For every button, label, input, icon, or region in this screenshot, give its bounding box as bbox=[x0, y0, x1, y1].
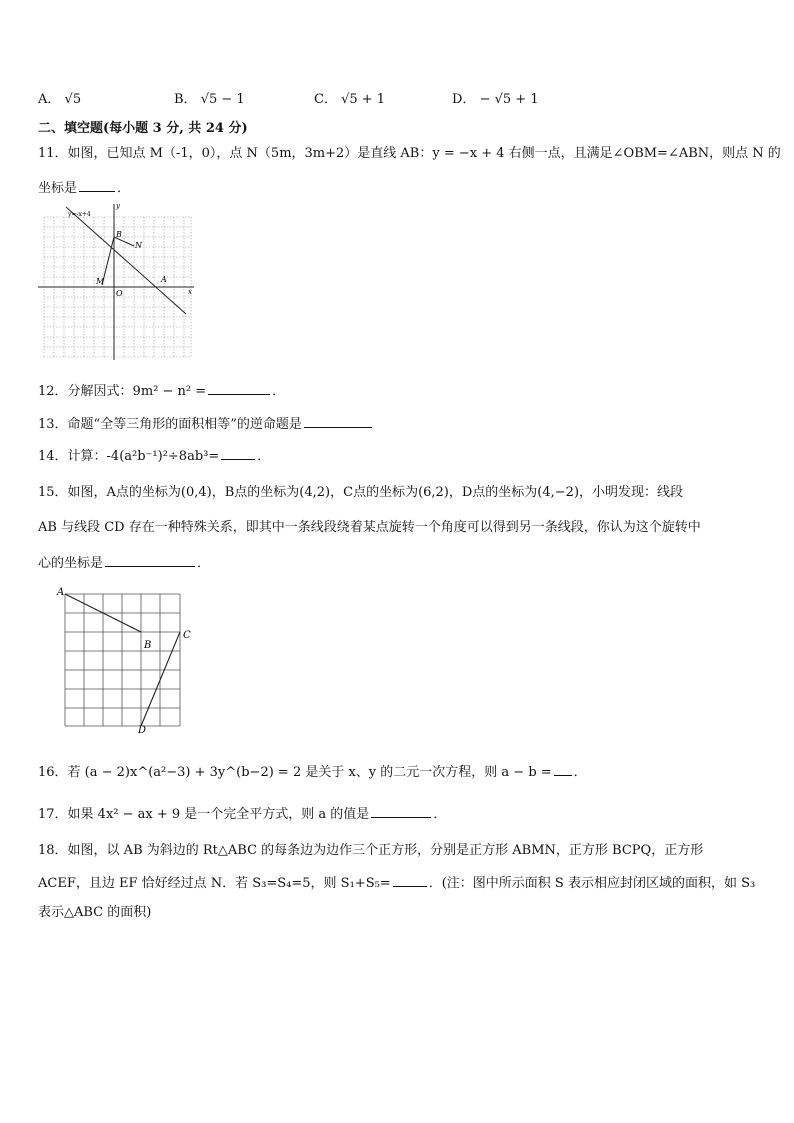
q13-answer-blank[interactable] bbox=[304, 414, 372, 428]
q18-answer-blank[interactable] bbox=[393, 873, 427, 887]
q11-line1: 11．如图，已知点 M（-1，0），点 N（5m，3m+2）是直线 AB：y = −x + 4 右侧一点，且满足∠OBM=∠ABN，则点 N 的 bbox=[38, 146, 781, 161]
q15-end: ． bbox=[197, 556, 211, 571]
q18-line3: 表示△ABC 的面积) bbox=[38, 905, 152, 920]
q16-answer-blank[interactable] bbox=[554, 762, 572, 776]
q12 bbox=[38, 381, 285, 401]
q17-prompt: 17．如果 4x² − ax + 9 是一个完全平方式，则 a 的值是 bbox=[38, 807, 370, 822]
q14 bbox=[38, 446, 270, 466]
label-d: D bbox=[138, 725, 147, 734]
option-c-expr: √5 + 1 bbox=[341, 92, 386, 107]
option-a bbox=[38, 88, 81, 107]
q18-line2 bbox=[38, 873, 755, 893]
label-c: C bbox=[183, 630, 191, 641]
q18-line1: 18．如图，以 AB 为斜边的 Rt△ABC 的每条边为边作三个正方形，分别是正方形 ABMN，正方形 BCPQ，正方形 bbox=[38, 843, 704, 858]
q12-prompt: 12．分解因式：9m² − n² = bbox=[38, 384, 207, 399]
q17 bbox=[38, 804, 446, 824]
q17-end: ． bbox=[433, 807, 447, 822]
q17-answer-blank[interactable] bbox=[371, 804, 431, 818]
option-b-expr: √5 − 1 bbox=[200, 92, 245, 107]
q15-line3 bbox=[38, 553, 210, 573]
q12-end: ． bbox=[272, 384, 286, 399]
q14-answer-blank[interactable] bbox=[221, 446, 255, 460]
q13 bbox=[38, 414, 374, 434]
q13-prompt: 13．命题“全等三角形的面积相等”的逆命题是 bbox=[38, 417, 302, 432]
q18-prompt: ACEF，且边 EF 恰好经过点 N．若 S₃=S₄=5，则 S₁+S₅= bbox=[38, 876, 391, 891]
option-b bbox=[174, 88, 245, 107]
option-d bbox=[452, 88, 539, 107]
option-d-letter: D． bbox=[452, 92, 476, 107]
line-label: y=-x+4 bbox=[68, 211, 91, 218]
q11-line2 bbox=[38, 178, 130, 198]
q12-answer-blank[interactable] bbox=[208, 381, 270, 395]
label-a: A bbox=[161, 275, 167, 284]
option-c-letter: C． bbox=[314, 92, 337, 107]
q11-figure bbox=[36, 202, 196, 362]
label-x: x bbox=[188, 288, 192, 296]
q15-figure bbox=[56, 586, 206, 734]
q15-line1: 15．如图，A点的坐标为(0,4)，B点的坐标为(4,2)，C点的坐标为(6,2)，D点的坐标为(4,−2)，小明发现：线段 bbox=[38, 485, 684, 500]
option-a-expr: √5 bbox=[64, 92, 82, 107]
q15-line2: AB 与线段 CD 存在一种特殊关系，即其中一条线段绕着某点旋转一个角度可以得到另一条线段，你认为这个旋转中 bbox=[38, 520, 701, 535]
q14-prompt: 14．计算：-4(a²b⁻¹)²÷8ab³= bbox=[38, 449, 220, 464]
q15-answer-blank[interactable] bbox=[105, 553, 195, 567]
q18-note: ．(注：图中所示面积 S 表示相应封闭区域的面积，如 S₃ bbox=[428, 876, 756, 891]
label-n: N bbox=[135, 241, 142, 250]
q16 bbox=[38, 762, 587, 782]
q11-prompt: 坐标是 bbox=[38, 181, 78, 196]
label-a: A bbox=[57, 587, 65, 598]
label-y: y bbox=[116, 202, 120, 210]
q11-answer-blank[interactable] bbox=[79, 178, 115, 192]
option-d-expr: − √5 + 1 bbox=[479, 92, 539, 107]
option-a-letter: A． bbox=[38, 92, 61, 107]
q16-prompt: 16．若 (a − 2)x^(a²−3) + 3y^(b−2) = 2 是关于 x、y 的二元一次方程，则 a − b = bbox=[38, 765, 552, 780]
q11-end: ． bbox=[117, 181, 131, 196]
q16-end: ． bbox=[573, 765, 587, 780]
option-c bbox=[314, 88, 385, 107]
section-title: 二、填空题(每小题 3 分, 共 24 分) bbox=[38, 121, 248, 136]
q15-prompt: 心的坐标是 bbox=[38, 556, 104, 571]
option-b-letter: B． bbox=[174, 92, 197, 107]
label-b: B bbox=[144, 640, 152, 651]
label-m: M bbox=[96, 277, 105, 286]
label-o: O bbox=[116, 289, 123, 298]
label-b: B bbox=[116, 230, 122, 239]
q14-end: ． bbox=[257, 449, 271, 464]
